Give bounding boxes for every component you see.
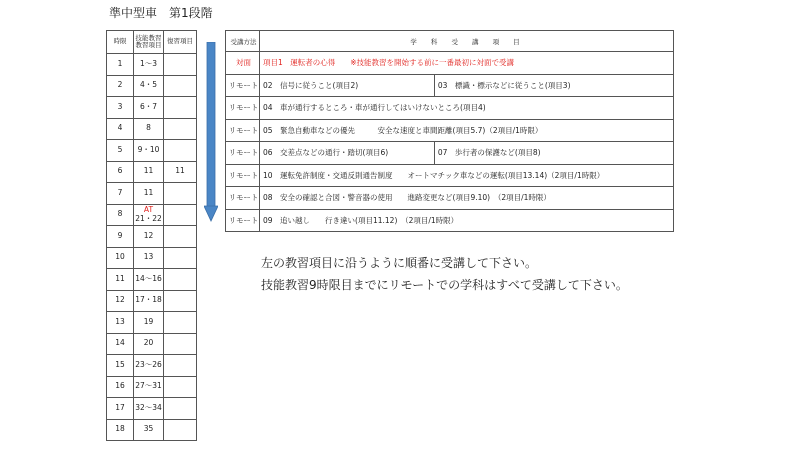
period-cell: 16: [107, 376, 134, 398]
schedule-body: [107, 54, 197, 441]
skill-item-cell: 17・18: [134, 290, 164, 312]
lecture-row: [226, 164, 674, 187]
review-item-cell: [164, 118, 197, 140]
skill-item-cell: 9・10: [134, 140, 164, 162]
period-cell: 4: [107, 118, 134, 140]
lecture-face-text: 項目1 運転者の心得 ※技能教習を開始する前に一番最初に対面で受講: [260, 52, 674, 75]
skill-item-cell: 11: [134, 161, 164, 183]
lecture-item: 09 追い越し 行き違い(項目11.12) （2項目/1時限）: [260, 209, 674, 232]
review-item-cell: [164, 97, 197, 119]
review-item-header: 復習項目: [164, 31, 197, 54]
period-cell: 18: [107, 419, 134, 441]
review-item-cell: [164, 140, 197, 162]
instruction-note-2: 技能教習9時限目までにリモートでの学科はすべて受講して下さい。: [261, 278, 628, 292]
skill-item-cell: 35: [134, 419, 164, 441]
method-header: 受講方法: [226, 31, 260, 52]
schedule-row: [107, 97, 197, 119]
method-remote: リモート: [226, 97, 260, 120]
instruction-note-1: 左の教習項目に沿うように順番に受講して下さい。: [261, 256, 538, 270]
review-item-cell: [164, 247, 197, 269]
schedule-row: [107, 290, 197, 312]
method-face: 対面: [226, 52, 260, 75]
schedule-row: [107, 226, 197, 248]
review-item-cell: [164, 75, 197, 97]
period-cell: 10: [107, 247, 134, 269]
lecture-item: 06 交差点などの通行・踏切(項目6): [260, 142, 435, 165]
lecture-item: 10 運転免許制度・交通反則通告制度 オートマチック車などの運転(項目13.14)（2項目/1時限）: [260, 164, 674, 187]
review-item-cell: [164, 269, 197, 291]
lecture-item: 02 信号に従うこと(項目2): [260, 74, 435, 97]
page-title: 準中型車 第1段階: [109, 6, 213, 20]
skill-item-header-line2: 教習項目: [135, 41, 162, 49]
lecture-item: 05 緊急自動車などの優先 安全な速度と車間距離(項目5.7)（2項目/1時限）: [260, 119, 674, 142]
schedule-row: [107, 183, 197, 205]
skill-item-cell: 8: [134, 118, 164, 140]
skill-item-cell: 27～31: [134, 376, 164, 398]
lecture-item: 04 車が通行するところ・車が通行してはいけないところ(項目4): [260, 97, 674, 120]
review-item-cell: [164, 204, 197, 226]
skill-item-cell: 6・7: [134, 97, 164, 119]
schedule-row: [107, 161, 197, 183]
skill-item-header: [134, 31, 164, 54]
period-header: 時限: [107, 31, 134, 54]
schedule-row: [107, 355, 197, 377]
period-cell: 5: [107, 140, 134, 162]
skill-item-cell: 11: [134, 183, 164, 205]
period-cell: 9: [107, 226, 134, 248]
skill-schedule-table: [106, 30, 197, 441]
review-item-cell: [164, 312, 197, 334]
schedule-row: [107, 376, 197, 398]
lecture-header-row: [226, 31, 674, 52]
period-cell: 6: [107, 161, 134, 183]
skill-item-cell: 32～34: [134, 398, 164, 420]
method-remote: リモート: [226, 142, 260, 165]
method-remote: リモート: [226, 74, 260, 97]
lecture-row: [226, 187, 674, 210]
review-item-cell: [164, 183, 197, 205]
lecture-row: [226, 209, 674, 232]
lecture-row: [226, 97, 674, 120]
schedule-row: [107, 54, 197, 76]
lecture-item: 07 歩行者の保護など(項目8): [434, 142, 673, 165]
skill-item-cell: [134, 204, 164, 226]
period-cell: 17: [107, 398, 134, 420]
period-cell: 11: [107, 269, 134, 291]
skill-item-cell: 13: [134, 247, 164, 269]
review-item-cell: [164, 419, 197, 441]
method-remote: リモート: [226, 187, 260, 210]
lecture-row-face: [226, 52, 674, 75]
lecture-row: [226, 119, 674, 142]
method-remote: リモート: [226, 209, 260, 232]
lecture-row: [226, 142, 674, 165]
skill-item-cell: 4・5: [134, 75, 164, 97]
period-cell: 13: [107, 312, 134, 334]
skill-item-value: 21・22: [135, 213, 162, 223]
skill-item-cell: 12: [134, 226, 164, 248]
method-remote: リモート: [226, 119, 260, 142]
skill-item-header-line1: 技能教習: [135, 33, 162, 42]
schedule-row: [107, 333, 197, 355]
lecture-row: [226, 74, 674, 97]
review-item-cell: [164, 398, 197, 420]
period-cell: 14: [107, 333, 134, 355]
skill-item-cell: 23～26: [134, 355, 164, 377]
period-cell: 8: [107, 204, 134, 226]
lecture-item: 08 安全の確認と合図・警音器の使用 進路変更など(項目9.10) （2項目/1時限）: [260, 187, 674, 210]
review-item-cell: [164, 376, 197, 398]
down-arrow-icon: [204, 42, 218, 222]
schedule-row: [107, 204, 197, 226]
schedule-row: [107, 75, 197, 97]
method-remote: リモート: [226, 164, 260, 187]
review-item-cell: [164, 54, 197, 76]
review-item-cell: [164, 290, 197, 312]
skill-item-cell: 14～16: [134, 269, 164, 291]
schedule-row: [107, 269, 197, 291]
schedule-row: [107, 398, 197, 420]
period-cell: 7: [107, 183, 134, 205]
lecture-item: 03 標識・標示などに従うこと(項目3): [434, 74, 673, 97]
period-cell: 15: [107, 355, 134, 377]
schedule-row: [107, 140, 197, 162]
at-label: AT: [143, 205, 154, 215]
schedule-row: [107, 247, 197, 269]
review-item-cell: [164, 355, 197, 377]
schedule-row: [107, 118, 197, 140]
schedule-row: [107, 312, 197, 334]
lecture-table: [225, 30, 674, 232]
review-item-cell: [164, 333, 197, 355]
period-cell: 12: [107, 290, 134, 312]
skill-item-cell: 19: [134, 312, 164, 334]
review-item-cell: 11: [164, 161, 197, 183]
period-cell: 2: [107, 75, 134, 97]
skill-item-cell: 20: [134, 333, 164, 355]
schedule-header-row: [107, 31, 197, 54]
schedule-row: [107, 419, 197, 441]
period-cell: 3: [107, 97, 134, 119]
review-item-cell: [164, 226, 197, 248]
subject-header: 学 科 受 講 項 目: [260, 31, 674, 52]
period-cell: 1: [107, 54, 134, 76]
skill-item-cell: 1～3: [134, 54, 164, 76]
